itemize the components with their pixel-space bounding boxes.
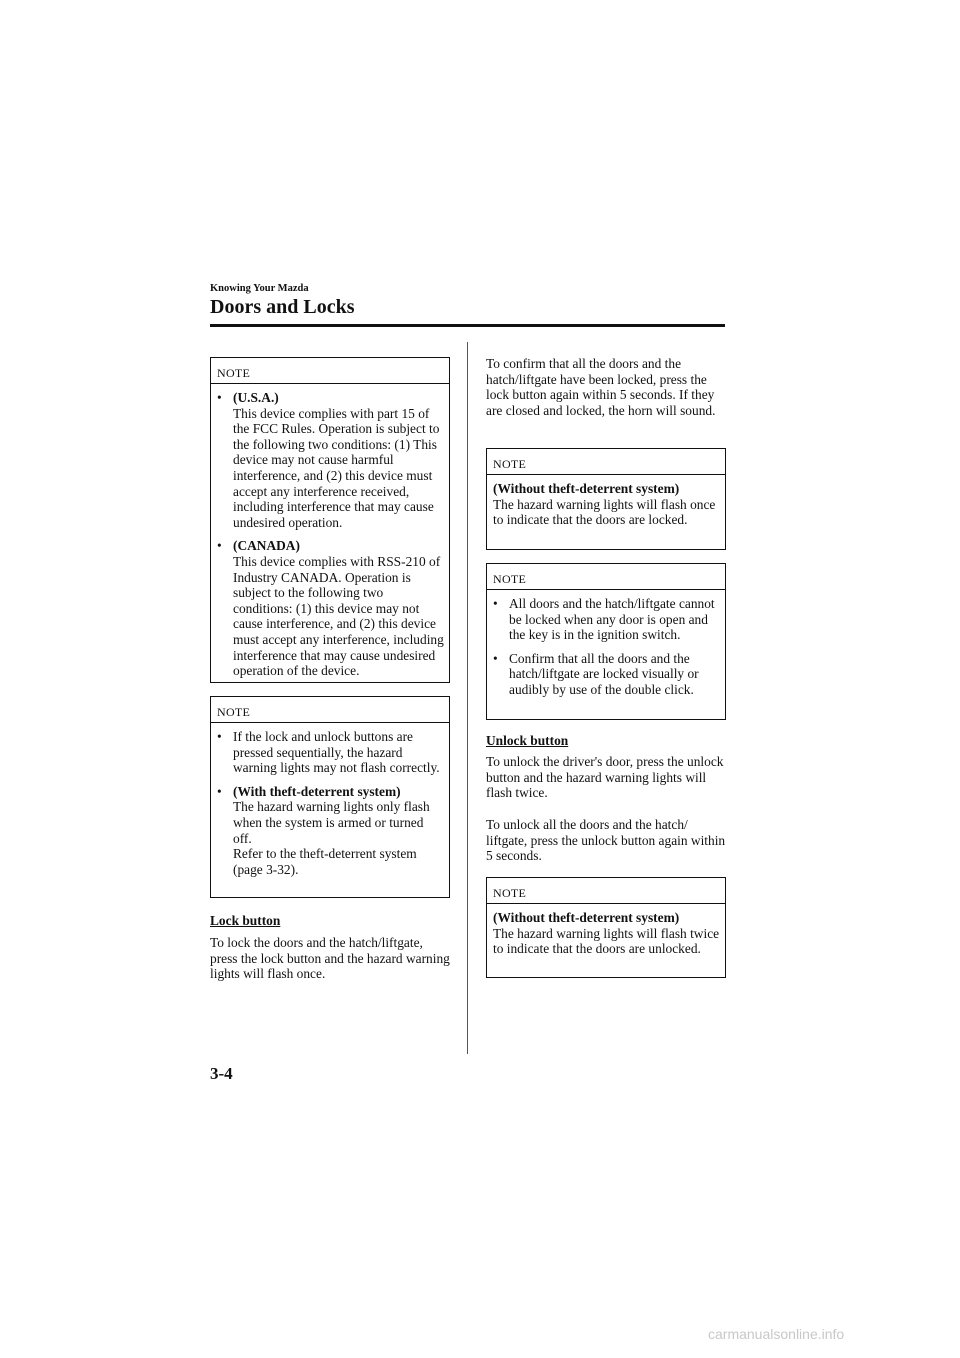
note-body — [211, 723, 449, 883]
note-heading: NOTE — [211, 358, 449, 384]
note-item-title: (U.S.A.) — [233, 390, 279, 405]
bullet-icon: • — [217, 390, 222, 405]
page-number: 3-4 — [210, 1064, 233, 1083]
unlock-button-text-1: To unlock the driver's door, press the unlock button and the hazard warning lights will flash twice. — [486, 754, 724, 801]
bullet-icon: • — [493, 596, 498, 611]
note-item-title: (With theft-deterrent system) — [233, 783, 401, 799]
note-item-canada — [217, 538, 445, 678]
note-item-text: The hazard warning lights only flash when the system is armed or turned off. — [233, 799, 430, 846]
note-body — [487, 590, 725, 704]
section-label: Knowing Your Mazda — [210, 283, 309, 294]
bullet-icon: • — [217, 783, 222, 799]
unlock-button-text-2: To unlock all the doors and the hatch/ liftgate, press the unlock button again within 5 seconds. — [486, 817, 726, 864]
note-heading: NOTE — [487, 878, 725, 904]
unlock-button-heading: Unlock button — [486, 733, 569, 748]
note-body — [211, 384, 449, 685]
note-item-door-open — [493, 596, 721, 643]
note-item-title: (CANADA) — [233, 538, 300, 554]
bullet-icon: • — [493, 650, 498, 666]
column-divider — [467, 342, 468, 1054]
watermark-logo: carmanualsonline.info — [708, 1326, 845, 1342]
note-item-reference: Refer to the theft-deterrent system (page 3-32). — [233, 846, 417, 877]
note-item-sequence — [217, 729, 445, 776]
note-item-usa — [217, 390, 445, 530]
note-item-confirm-locked — [493, 651, 721, 698]
bullet-icon: • — [217, 729, 222, 744]
note-item-text: This device complies with part 15 of the FCC Rules. Operation is subject to the following two conditions: (1) This device may not cause harmful interference, and (2) this device must accept any interference received, including interference that may cause undesired operation. — [233, 405, 440, 530]
note-lock-flash — [486, 448, 726, 550]
note-heading: NOTE — [211, 697, 449, 723]
note-lock-conditions — [486, 563, 726, 720]
note-fcc — [210, 357, 450, 683]
note-text: The hazard warning lights will flash once to indicate that the doors are locked. — [493, 496, 716, 528]
note-title: (Without theft-deterrent system) — [493, 910, 680, 925]
note-heading: NOTE — [487, 449, 725, 475]
note-list — [217, 390, 445, 679]
note-text: The hazard warning lights will flash twice to indicate that the doors are unlocked. — [493, 925, 720, 957]
bullet-icon: • — [217, 538, 222, 554]
lock-button-text: To lock the doors and the hatch/liftgate, press the lock button and the hazard warning lights will flash once. — [210, 935, 450, 982]
page-title: Doors and Locks — [210, 296, 355, 318]
note-unlock-flash — [486, 877, 726, 978]
note-item-text: Confirm that all the doors and the hatch/liftgate are locked visually or audibly by use of the double click. — [509, 650, 699, 697]
title-rule — [210, 324, 725, 327]
note-body — [487, 904, 725, 963]
note-sequence — [210, 696, 450, 898]
note-item-theft-deterrent — [217, 784, 445, 878]
note-body — [487, 475, 725, 534]
note-list — [493, 596, 721, 698]
note-title: (Without theft-deterrent system) — [493, 481, 680, 496]
lock-button-heading: Lock button — [210, 913, 281, 928]
confirm-paragraph: To confirm that all the doors and the hatch/liftgate have been locked, press the lock button again within 5 seconds. If they are closed and locked, the horn will sound. — [486, 356, 716, 418]
note-item-text: If the lock and unlock buttons are pressed sequentially, the hazard warning lights may not flash correctly. — [233, 729, 440, 776]
note-item-text: This device complies with RSS-210 of Industry CANADA. Operation is subject to the following two conditions: (1) this device may not cause interference, and (2) this device must accept any interference, including interference that may cause undesired operation of the device. — [233, 553, 444, 679]
note-item-text: All doors and the hatch/liftgate cannot be locked when any door is open and the key is in the ignition switch. — [509, 596, 715, 643]
note-list — [217, 729, 445, 877]
note-heading: NOTE — [487, 564, 725, 590]
